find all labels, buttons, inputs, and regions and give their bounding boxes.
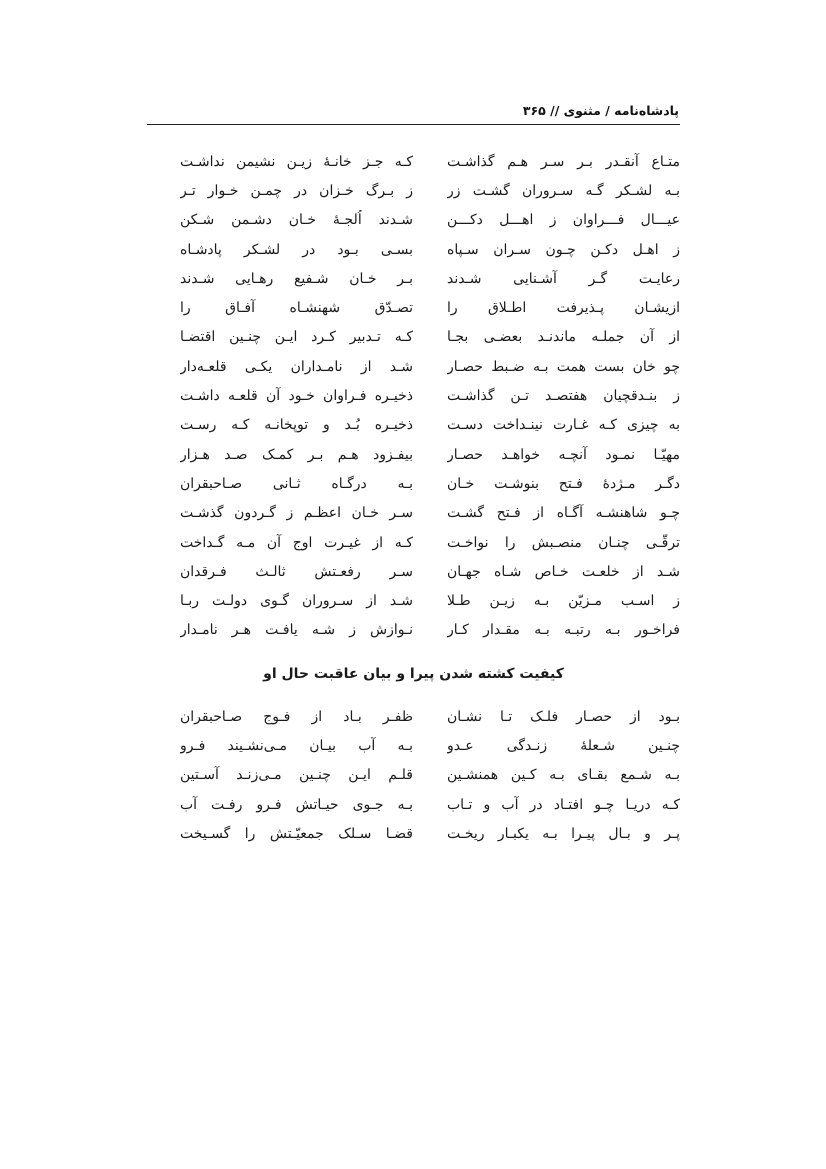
- second-hemistich: بـه جـوی حیـاتش فـرو رفـت آب: [180, 796, 413, 813]
- second-hemistich: شـد از سـروران گـوی دولـت ربـا: [180, 593, 413, 610]
- couplet: [180, 235, 680, 264]
- second-hemistich: ظفـر بـاد از فـوج صـاحبقران: [180, 708, 413, 725]
- second-hemistich: بـر خـان شـفیع رهـایی شـدند: [180, 270, 413, 287]
- couplet: [180, 176, 680, 205]
- first-hemistich: به چیزی کـه غـارت نینـداخت دسـت: [447, 417, 680, 434]
- couplet: [180, 586, 680, 615]
- second-hemistich: کـه از غیـرت اوج آن مـه گـداخت: [180, 534, 413, 551]
- couplet: [180, 790, 680, 819]
- first-hemistich: مهیّـا نمـود آنچـه خواهـد حصـار: [447, 446, 680, 463]
- first-hemistich: ترقّـی چنـان منصـبش را نواخـت: [447, 534, 680, 551]
- couplet: [180, 557, 680, 586]
- couplet: [180, 323, 680, 352]
- couplet: [180, 440, 680, 469]
- first-hemistich: ز اسـب مـزیّن بـه زیـن طـلا: [447, 593, 680, 610]
- couplet: [180, 469, 680, 498]
- couplet: [180, 411, 680, 440]
- couplet: [180, 702, 680, 731]
- first-hemistich: ازیشـان پـذیرفت اطـلاق را: [447, 300, 680, 317]
- couplet: [180, 147, 680, 176]
- couplet: [180, 293, 680, 322]
- first-hemistich: کـه دریـا چـو افتـاد در آب و تـاب: [447, 796, 680, 813]
- header-rule: [147, 124, 680, 125]
- first-hemistich: متـاع آنقـدر بـر سـر هـم گذاشـت: [447, 153, 680, 170]
- running-head-text: پادشاه‌نامه / مثنوی // ۳۶۵: [522, 103, 679, 118]
- couplet: [180, 731, 680, 760]
- first-hemistich: چو خان بست همت بـه ضـبط حصـار: [447, 358, 680, 375]
- couplet: [180, 761, 680, 790]
- verses-block-1: [180, 147, 680, 645]
- first-hemistich: شـد از خلعـت خـاص شـاه جهـان: [447, 563, 680, 580]
- first-hemistich: بـه شـمع بقـای بـه کـین همنشـین: [447, 767, 680, 784]
- first-hemistich: رعایـت گـر آشـنایی شـدند: [447, 270, 680, 287]
- second-hemistich: بـه آب بیـان مـی‌نشـیند فـرو: [180, 737, 413, 754]
- second-hemistich: شـد از نامـداران یکـی قلعـه‌دار: [180, 358, 413, 375]
- couplet: [180, 499, 680, 528]
- first-hemistich: از آن جملـه ماندنـد بعضـی بجـا: [447, 329, 680, 346]
- couplet: [180, 352, 680, 381]
- first-hemistich: چـو شاهنشـه آگـاه از فـتح گشـت: [447, 505, 680, 522]
- first-hemistich: فراخـور بـه رتبـه بـه مقـدار کـار: [447, 622, 680, 639]
- first-hemistich: بـود از حصـار فلـک تـا نشـان: [447, 708, 680, 725]
- first-hemistich: ز اهـل دکـن چـون سـران سـپاه: [447, 241, 680, 258]
- couplet: [180, 264, 680, 293]
- second-hemistich: شـدند اُلجـهٔ خـان دشـمن شـکن: [180, 212, 413, 229]
- couplet: [180, 381, 680, 410]
- second-hemistich: ز بـرگ خـزان در چمـن خـوار تـر: [180, 182, 413, 199]
- first-hemistich: عیـــال فـــراوان ز اهـــل دکـــن: [447, 212, 680, 229]
- second-hemistich: سـر خـان اعظـم ز گـردون گذشـت: [180, 505, 413, 522]
- second-hemistich: قلـم ایـن چنـین مـی‌زنـد آسـتین: [180, 767, 413, 784]
- first-hemistich: چنـین شـعلهٔ زنـدگی عـدو: [447, 737, 680, 754]
- section-heading: کیفیت کشته شدن پیرا و بیان عاقبت حال او: [263, 666, 564, 682]
- second-hemistich: تصـدّق شهنشـاه آفـاق را: [180, 300, 413, 317]
- second-hemistich: کـه تـدبیر کـرد ایـن چنـین اقتضـا: [180, 329, 413, 346]
- second-hemistich: قضـا سـلک جمعیّـتش را گسـیخت: [180, 825, 413, 842]
- first-hemistich: ز بنـدقچیان هفتصـد تـن گذاشـت: [447, 388, 680, 405]
- verses-block-2: [180, 702, 680, 848]
- second-hemistich: کـه جـز خانـهٔ زیـن نشیمن نداشـت: [180, 153, 413, 170]
- couplet: [180, 206, 680, 235]
- second-hemistich: سـر رفعـتش ثالـث فـرقدان: [180, 563, 413, 580]
- couplet: [180, 528, 680, 557]
- second-hemistich: بسـی بـود در لشـکر پادشـاه: [180, 241, 413, 258]
- second-hemistich: ذخیـره بُـد و توپخانـه کـه رسـت: [180, 417, 413, 434]
- first-hemistich: دگـر مـژدهٔ فـتح بنوشـت خـان: [447, 475, 680, 492]
- couplet: [180, 819, 680, 848]
- second-hemistich: ذخیـره فـراوان خـود آن قلعـه داشـت: [180, 388, 413, 405]
- first-hemistich: پـر و بـال پیـرا بـه یکبـار ریخـت: [447, 825, 680, 842]
- second-hemistich: بـه درگـاه ثـانی صـاحبقران: [180, 475, 413, 492]
- running-header: [146, 100, 679, 124]
- second-hemistich: بیفـزود هـم بـر کمـک صـد هـزار: [180, 446, 413, 463]
- second-hemistich: نـوازش ز شـه یافـت هـر نامـدار: [180, 622, 413, 639]
- couplet: [180, 616, 680, 645]
- first-hemistich: بـه لشـکر گـه سـروران گشـت زر: [447, 182, 680, 199]
